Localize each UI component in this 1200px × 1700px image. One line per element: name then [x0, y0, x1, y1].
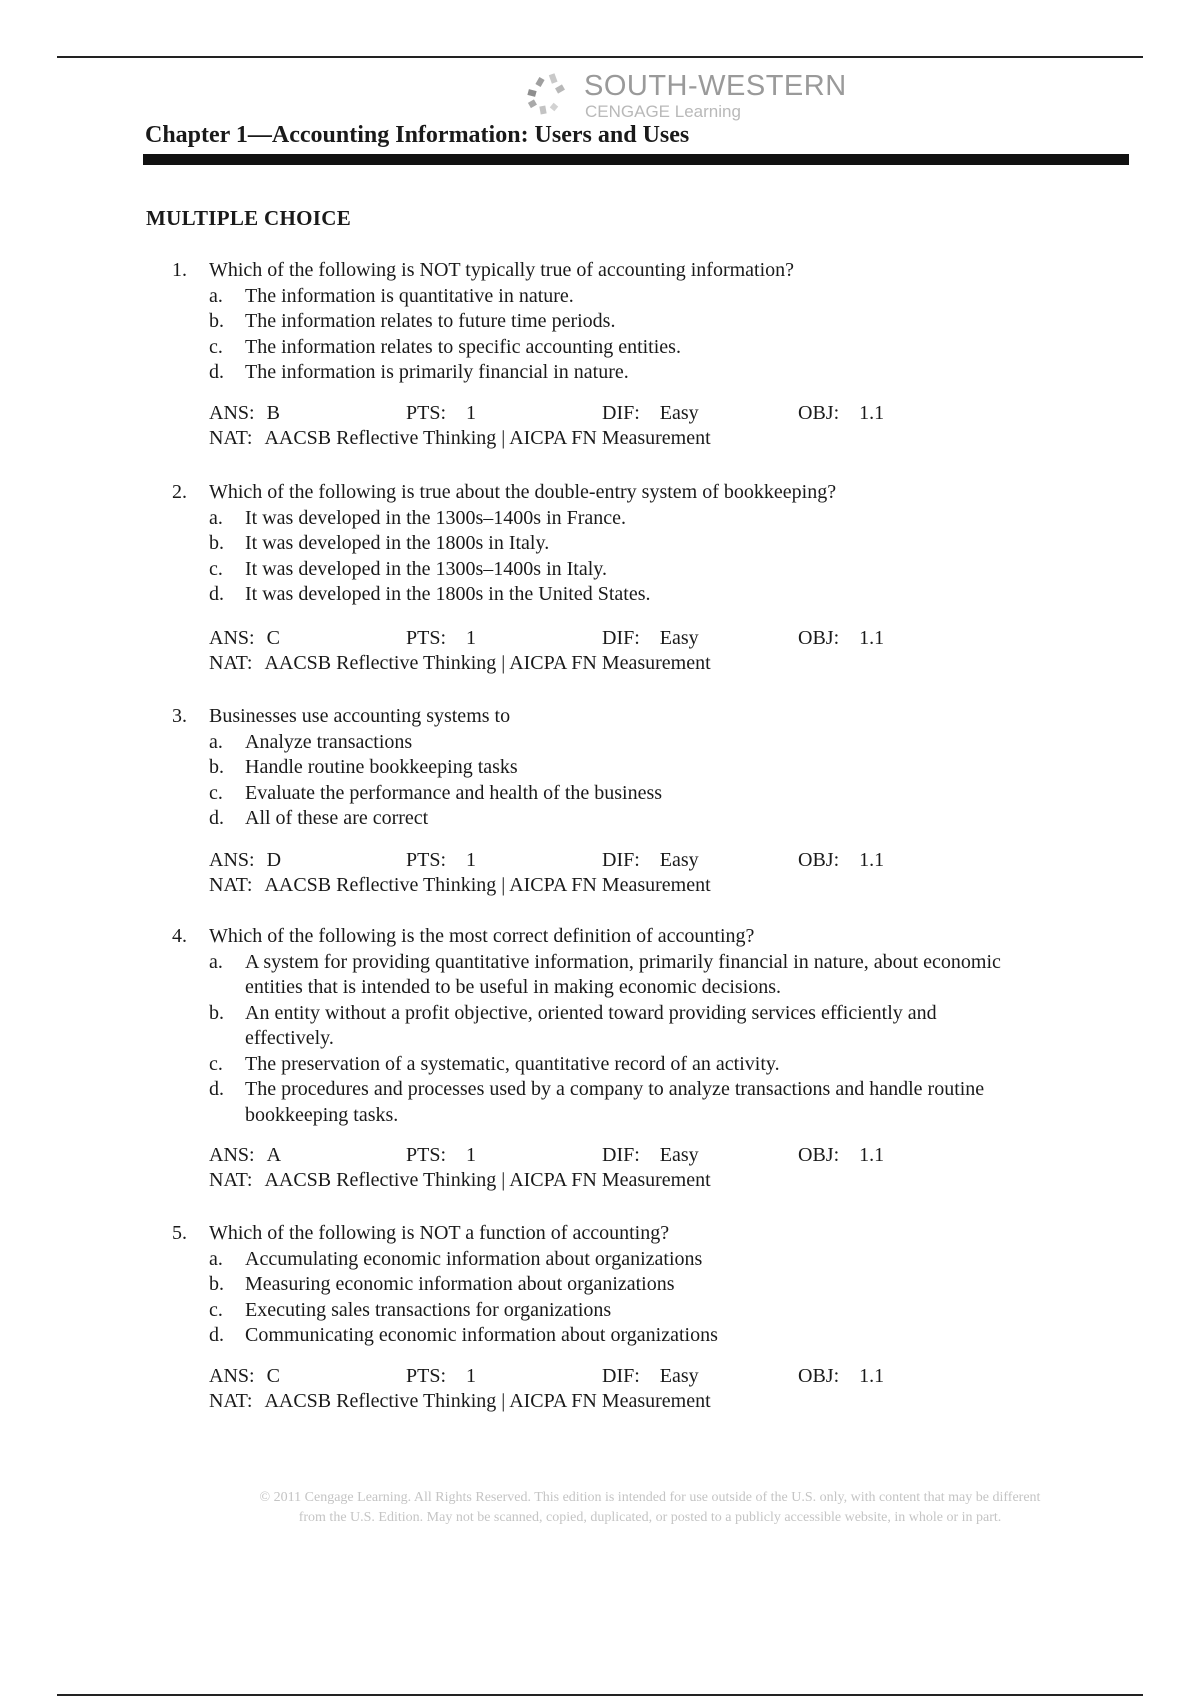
question-1: [0, 258, 1200, 458]
answer-value: C: [266, 1365, 280, 1387]
difficulty-value: Easy: [659, 1144, 699, 1166]
objective-value: 1.1: [859, 849, 885, 871]
choice-b: [209, 755, 1089, 781]
points-value: 1: [466, 1144, 477, 1166]
points-value: 1: [466, 402, 477, 424]
difficulty-label: DIF:: [602, 1144, 640, 1166]
choice-a: [209, 730, 1089, 756]
answer-value: A: [266, 1144, 282, 1166]
answer-field: [209, 1364, 280, 1390]
choice-c: [209, 557, 1089, 583]
choice-a: [209, 1247, 1089, 1273]
choice-text: Analyze transactions: [245, 730, 413, 753]
question-text: Which of the following is true about the double-entry system of bookkeeping?: [209, 481, 837, 503]
choice-letter: a.: [209, 1247, 223, 1270]
answer-metadata: [209, 626, 1109, 678]
points-value: 1: [466, 627, 477, 649]
choice-d: [209, 1077, 1029, 1128]
objective-label: OBJ:: [798, 1365, 840, 1387]
nat-field: [209, 426, 1109, 452]
choice-text: The information relates to future time periods.: [245, 310, 616, 332]
bottom-rule: [57, 1694, 1143, 1696]
question-5: [0, 1221, 1200, 1421]
choice-letter: c.: [209, 1052, 223, 1075]
nat-label: NAT:: [209, 874, 253, 896]
nat-label: NAT:: [209, 1390, 253, 1412]
title-underline-bar: [143, 154, 1129, 165]
nat-label: NAT:: [209, 1169, 253, 1191]
choice-text: The information relates to specific accounting entities.: [245, 335, 681, 358]
choice-letter: c.: [209, 781, 223, 804]
choice-text: Communicating economic information about organizations: [245, 1324, 718, 1346]
choice-d: [209, 1323, 1089, 1349]
choice-c: [209, 1298, 1089, 1324]
nat-value: AACSB Reflective Thinking | AICPA FN Measurement: [264, 1169, 711, 1191]
choice-text: Handle routine bookkeeping tasks: [245, 756, 518, 778]
objective-field: [798, 401, 884, 427]
difficulty-field: [602, 848, 699, 874]
answer-label: ANS:: [209, 1365, 255, 1387]
choice-c: [209, 781, 1089, 807]
choice-text: The preservation of a systematic, quantitative record of an activity.: [245, 1052, 780, 1075]
question-text: Which of the following is NOT typically true of accounting information?: [209, 259, 795, 281]
question-number: 3.: [172, 705, 187, 727]
answer-field: [209, 401, 280, 427]
copyright-footer: [150, 1488, 1150, 1528]
answer-field: [209, 1143, 281, 1169]
difficulty-field: [602, 1364, 699, 1390]
choice-list: [209, 950, 1029, 1129]
nat-label: NAT:: [209, 652, 253, 674]
choice-letter: c.: [209, 557, 223, 580]
question-2: [0, 480, 1200, 680]
choice-text: It was developed in the 1800s in Italy.: [245, 532, 550, 554]
choice-letter: d.: [209, 1324, 224, 1346]
answer-label: ANS:: [209, 402, 255, 424]
difficulty-field: [602, 626, 699, 652]
objective-field: [798, 1364, 884, 1390]
choice-letter: b.: [209, 532, 224, 554]
choice-b: [209, 1001, 1029, 1052]
difficulty-field: [602, 401, 699, 427]
answer-metadata: [209, 401, 1109, 453]
points-label: PTS:: [406, 1144, 447, 1166]
choice-text: All of these are correct: [245, 807, 429, 829]
choice-b: [209, 309, 1089, 335]
choice-text: Evaluate the performance and health of the business: [245, 781, 663, 804]
answer-label: ANS:: [209, 1144, 255, 1166]
choice-d: [209, 582, 1089, 608]
difficulty-label: DIF:: [602, 402, 640, 424]
choice-text: Executing sales transactions for organizations: [245, 1298, 612, 1321]
choice-letter: c.: [209, 1298, 223, 1321]
choice-text: Measuring economic information about organizations: [245, 1273, 675, 1295]
difficulty-value: Easy: [659, 627, 699, 649]
choice-list: [209, 284, 1089, 386]
choice-text: It was developed in the 1300s–1400s in France.: [245, 506, 627, 529]
difficulty-label: DIF:: [602, 1365, 640, 1387]
choice-d: [209, 360, 1089, 386]
objective-label: OBJ:: [798, 402, 840, 424]
nat-field: [209, 651, 1109, 677]
answer-metadata: [209, 1364, 1109, 1416]
question-number: 4.: [172, 925, 187, 947]
choice-letter: d.: [209, 361, 224, 383]
choice-text: Accumulating economic information about organizations: [245, 1247, 703, 1270]
choice-text: The procedures and processes used by a company to analyze transactions and handle routine bookkeeping tasks.: [245, 1078, 985, 1126]
choice-text: It was developed in the 1300s–1400s in Italy.: [245, 557, 607, 580]
copyright-line-2: from the U.S. Edition. May not be scanned, copied, duplicated, or posted to a publicly accessible website, in whole or in part.: [298, 1510, 1002, 1525]
choice-letter: c.: [209, 335, 223, 358]
points-label: PTS:: [406, 849, 447, 871]
objective-label: OBJ:: [798, 849, 840, 871]
choice-list: [209, 506, 1089, 608]
choice-list: [209, 1247, 1089, 1349]
difficulty-field: [602, 1143, 699, 1169]
choice-b: [209, 531, 1089, 557]
choice-text: An entity without a profit objective, oriented toward providing services efficiently and effectively.: [245, 1001, 937, 1049]
objective-value: 1.1: [859, 627, 885, 649]
question-4: [0, 924, 1200, 1199]
objective-value: 1.1: [859, 1365, 885, 1387]
choice-text: The information is quantitative in nature.: [245, 284, 574, 307]
choice-letter: a.: [209, 730, 223, 753]
question-text: Which of the following is the most correct definition of accounting?: [209, 925, 755, 947]
question-3: [0, 704, 1200, 904]
choice-letter: b.: [209, 310, 224, 332]
choice-b: [209, 1272, 1089, 1298]
difficulty-label: DIF:: [602, 627, 640, 649]
objective-field: [798, 848, 884, 874]
choice-list: [209, 730, 1089, 832]
question-number: 5.: [172, 1222, 187, 1244]
objective-value: 1.1: [859, 402, 885, 424]
points-field: [406, 401, 476, 427]
difficulty-label: DIF:: [602, 849, 640, 871]
choice-text: It was developed in the 1800s in the United States.: [245, 583, 651, 605]
difficulty-value: Easy: [659, 1365, 699, 1387]
choice-letter: d.: [209, 583, 224, 605]
points-label: PTS:: [406, 402, 447, 424]
points-label: PTS:: [406, 627, 447, 649]
points-field: [406, 626, 476, 652]
choice-d: [209, 806, 1089, 832]
question-text: Which of the following is NOT a function of accounting?: [209, 1222, 670, 1244]
answer-value: B: [266, 402, 280, 424]
top-rule: [57, 56, 1143, 58]
choice-letter: b.: [209, 1001, 224, 1024]
choice-a: [209, 284, 1089, 310]
nat-value: AACSB Reflective Thinking | AICPA FN Measurement: [264, 652, 711, 674]
answer-value: C: [266, 627, 280, 649]
answer-label: ANS:: [209, 627, 255, 649]
objective-label: OBJ:: [798, 1144, 840, 1166]
choice-a: [209, 950, 1029, 1001]
choice-letter: a.: [209, 284, 223, 307]
nat-value: AACSB Reflective Thinking | AICPA FN Measurement: [264, 1390, 711, 1412]
choice-letter: d.: [209, 807, 224, 829]
answer-value: D: [266, 849, 282, 871]
choice-c: [209, 335, 1089, 361]
choice-c: [209, 1052, 1029, 1078]
points-label: PTS:: [406, 1365, 447, 1387]
logo-wordmark: SOUTH-WESTERN: [584, 70, 847, 102]
nat-field: [209, 1168, 1109, 1194]
cengage-logo-icon: [524, 70, 568, 120]
nat-field: [209, 873, 1109, 899]
choice-text: The information is primarily financial in nature.: [245, 361, 629, 383]
choice-letter: a.: [209, 506, 223, 529]
nat-label: NAT:: [209, 427, 253, 449]
answer-label: ANS:: [209, 849, 255, 871]
logo-subtitle: CENGAGE Learning: [585, 102, 741, 121]
choice-a: [209, 506, 1089, 532]
answer-field: [209, 626, 280, 652]
copyright-line-1: © 2011 Cengage Learning. All Rights Reserved. This edition is intended for use outside of the U.S. only, with content that may be different: [259, 1490, 1041, 1505]
choice-text: A system for providing quantitative information, primarily financial in nature, about economic entities that is intended to be useful in making economic decisions.: [245, 950, 1001, 998]
nat-value: AACSB Reflective Thinking | AICPA FN Measurement: [264, 427, 711, 449]
nat-value: AACSB Reflective Thinking | AICPA FN Measurement: [264, 874, 711, 896]
choice-letter: a.: [209, 950, 223, 973]
objective-value: 1.1: [859, 1144, 885, 1166]
nat-field: [209, 1389, 1109, 1415]
objective-label: OBJ:: [798, 627, 840, 649]
points-field: [406, 848, 476, 874]
objective-field: [798, 626, 884, 652]
points-field: [406, 1364, 476, 1390]
difficulty-value: Easy: [659, 849, 699, 871]
difficulty-value: Easy: [659, 402, 699, 424]
question-number: 1.: [172, 259, 187, 281]
choice-letter: b.: [209, 756, 224, 778]
choice-letter: d.: [209, 1078, 224, 1100]
points-field: [406, 1143, 476, 1169]
answer-metadata: [209, 1143, 1109, 1195]
points-value: 1: [466, 849, 477, 871]
publisher-logo: [524, 68, 847, 124]
chapter-title: Chapter 1—Accounting Information: Users and Uses: [145, 122, 690, 148]
question-text: Businesses use accounting systems to: [209, 705, 511, 727]
question-number: 2.: [172, 481, 187, 503]
answer-field: [209, 848, 281, 874]
answer-metadata: [209, 848, 1109, 900]
choice-letter: b.: [209, 1273, 224, 1295]
points-value: 1: [466, 1365, 477, 1387]
section-heading: MULTIPLE CHOICE: [146, 206, 352, 230]
objective-field: [798, 1143, 884, 1169]
